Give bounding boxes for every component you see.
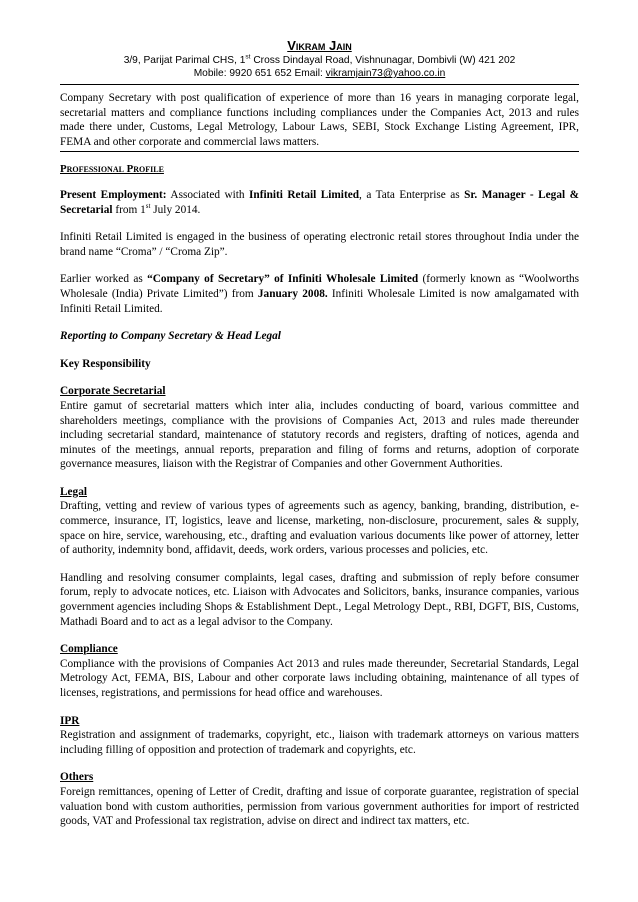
text-run: Infiniti Wholesale Limited is now amalgamated with Infiniti Retail Limited. xyxy=(60,287,579,315)
candidate-name: Vikram Jain xyxy=(287,38,352,53)
reporting-line: Reporting to Company Secretary & Head Legal xyxy=(60,330,281,343)
address-superscript: st xyxy=(245,53,251,61)
text-run: , a Tata Enterprise as xyxy=(359,188,465,201)
address-line xyxy=(60,54,579,67)
company-name: Infiniti Retail Limited xyxy=(249,188,360,201)
section-legal xyxy=(60,485,579,629)
earlier-date: January 2008. xyxy=(257,287,328,300)
address-text-rest: Cross Dindayal Road, Vishnunagar, Dombivli (W) 421 202 xyxy=(250,55,516,66)
section-ipr xyxy=(60,714,579,758)
section-heading: Others xyxy=(60,771,94,784)
section-paragraph: Drafting, vetting and review of various types of agreements such as agency, banking, branding, distribution, e-commerce, insurance, IT, logistics, leave and license, marketing, non-disclosure, procurement, sales & supply, space on hire, service, warehousing, etc., drafting and evaluation various documents like power of attorney, letter of authority, indemnity bond, affidavit, deeds, work orders, various processes and policies, etc. xyxy=(60,500,579,557)
contact-line xyxy=(60,67,579,80)
text-run: (formerly known as “Woolworths Wholesale (India) Private Limited”) from xyxy=(60,273,580,300)
job-title: Sr. Manager - Legal & Secretarial xyxy=(60,188,579,216)
section-heading: IPR xyxy=(60,714,80,727)
professional-profile-heading: Professional Profile xyxy=(60,163,164,176)
earlier-role: “Company of Secretary” of Infiniti Wholesale Limited xyxy=(147,273,419,286)
text-run: July 2014. xyxy=(150,203,201,216)
business-description: Infiniti Retail Limited is engaged in the business of operating electronic retail stores throughout India under the brand name “Croma” / “Croma Zip”. xyxy=(60,231,579,258)
section-heading: Legal xyxy=(60,485,87,498)
section-others xyxy=(60,770,579,828)
section-compliance xyxy=(60,642,579,700)
section-heading: Corporate Secretarial xyxy=(60,385,166,398)
key-responsibility-heading: Key Responsibility xyxy=(60,357,151,370)
summary-divider xyxy=(60,151,579,152)
resume-page xyxy=(60,38,579,829)
present-employment xyxy=(60,188,579,217)
date-superscript: st xyxy=(145,201,151,210)
section-paragraph: Entire gamut of secretarial matters which inter alia, includes conducting of board, various committee and shareholders meetings, compliance with the provisions of Companies Act, 2013 and rules made thereunder including secretarial standard, maintenance of statutory records and registers, drafting of notices, agenda and minutes of the meetings, annual reports, preparation and filing of forms and returns, adoption of corporate governance measures, liaison with the Registrar of Companies and other Government Authorities. xyxy=(60,399,579,471)
text-run: Associated with xyxy=(166,188,250,201)
summary-paragraph: Company Secretary with post qualification of experience of more than 16 years in managing corporate legal, secretarial matters and compliance functions including compliances under the Companies Act, 2013 and rules made there under, Customs, Legal Metrology, Labour Laws, SEBI, Stock Exchange Listing Agreement, IPR, FEMA and other corporate and commercial laws matters. xyxy=(60,92,579,148)
section-heading: Compliance xyxy=(60,643,118,656)
text-run: from 1 xyxy=(112,203,146,216)
earlier-employment xyxy=(60,272,579,316)
header-divider xyxy=(60,84,579,85)
mobile-text: Mobile: 9920 651 652 Email: xyxy=(193,68,326,79)
email-link[interactable]: vikramjain73@yahoo.co.in xyxy=(325,68,446,79)
section-paragraph: Registration and assignment of trademarks, copyright, etc., liaison with trademark attorneys on various matters including filling of opposition and protection of trademark and copyrights, etc. xyxy=(60,729,579,756)
section-paragraph: Foreign remittances, opening of Letter of Credit, drafting and issue of corporate guarantee, registration of special valuation bond with custom authorities, permission from various government authorities for import of restricted goods, VAT and Professional tax registration, advise on direct and indirect tax matters, etc. xyxy=(60,785,579,828)
section-paragraph: Compliance with the provisions of Companies Act 2013 and rules made thereunder, Secretarial Standards, Legal Metrology Act, FEMA, BIS, Labour and other corporate laws including obtaining, maintenance of all types of licenses, registrations, and permissions for head office and warehouses. xyxy=(60,657,579,699)
section-paragraph: Handling and resolving consumer complaints, legal cases, drafting and submission of reply before consumer forum, reply to advocate notices, etc. Liaison with Advocates and Solicitors, banks, insurance companies, various government agencies including Shops & Establishment Dept., Legal Metrology Dept., RBI, DGFT, BIS, Customs, Mathadi Board and to act as a legal advisor to the Company. xyxy=(60,571,579,628)
text-run: Earlier worked as xyxy=(60,273,148,286)
section-corporate-secretarial xyxy=(60,384,579,472)
address-text: 3/9, Parijat Parimal CHS, 1 xyxy=(123,55,246,66)
present-employment-label: Present Employment: xyxy=(60,188,167,201)
